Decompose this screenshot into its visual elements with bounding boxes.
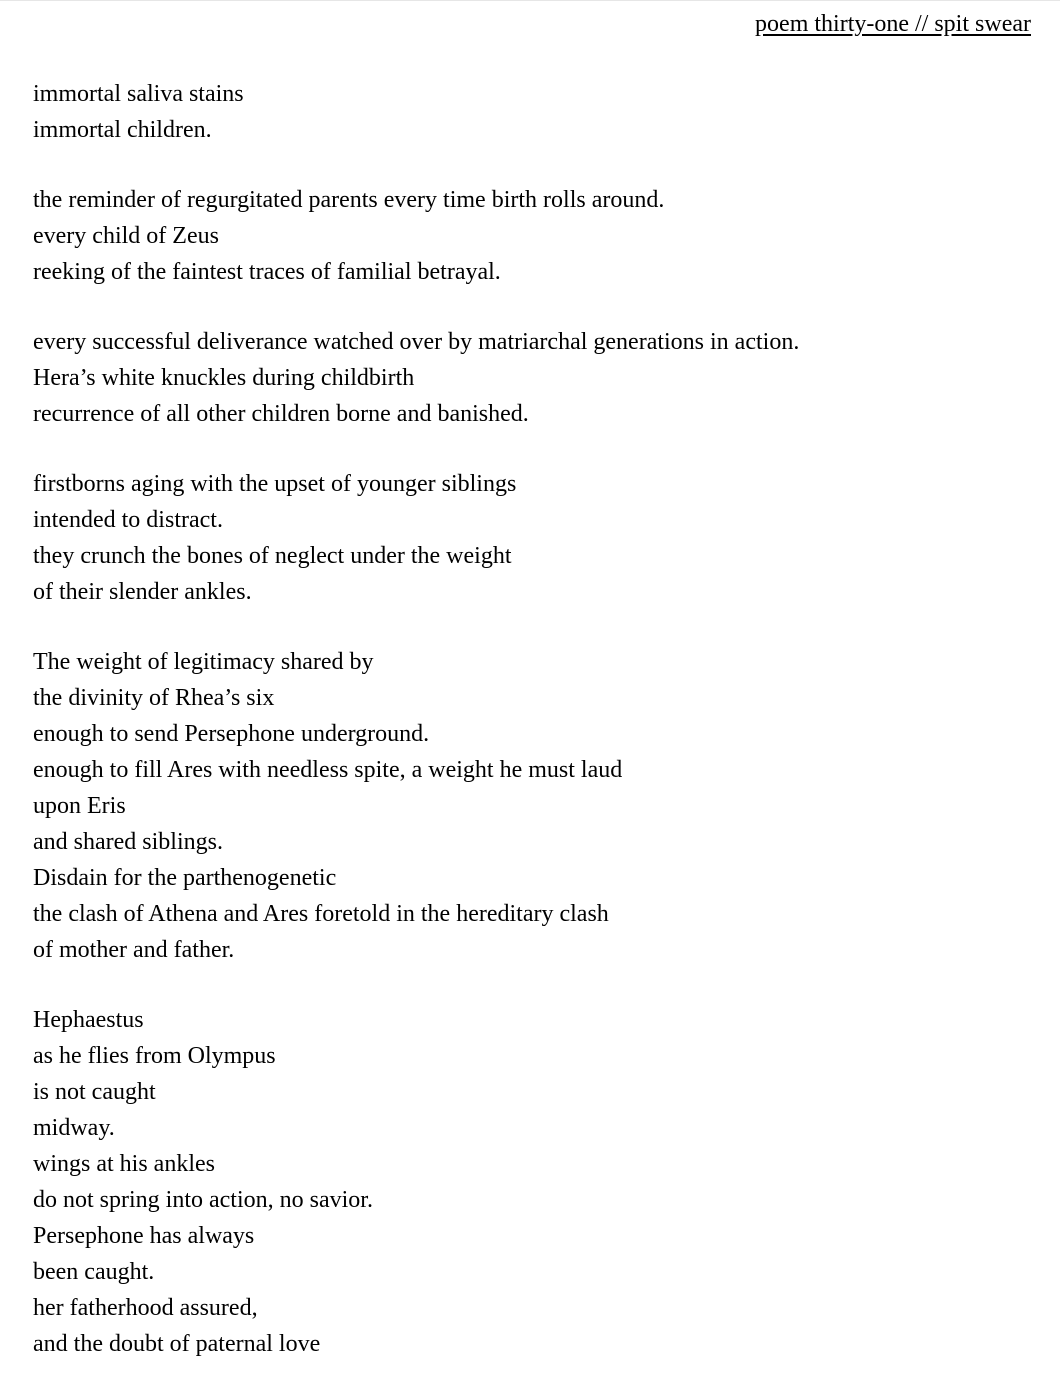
poem-line: and shared siblings. <box>33 829 223 855</box>
poem-line: as he flies from Olympus <box>33 1043 276 1069</box>
poem-line: Persephone has always <box>33 1223 255 1249</box>
poem-line: been caught. <box>33 1259 155 1285</box>
poem-line: every child of Zeus <box>33 223 219 249</box>
stanza <box>33 644 1033 968</box>
stanza <box>33 1002 1033 1362</box>
poem-line: Hephaestus <box>33 1007 144 1033</box>
poem-line: wings at his ankles <box>33 1151 215 1177</box>
poem-line: the reminder of regurgitated parents every time birth rolls around. <box>33 187 665 213</box>
poem-line: every successful deliverance watched over by matriarchal generations in action. <box>33 329 800 355</box>
poem-line: The weight of legitimacy shared by <box>33 649 374 675</box>
poem-line: the clash of Athena and Ares foretold in the hereditary clash <box>33 901 609 927</box>
top-divider <box>0 0 1060 1</box>
poem-line: the divinity of Rhea’s six <box>33 685 275 711</box>
poem-line: enough to fill Ares with needless spite, a weight he must laud <box>33 757 623 783</box>
poem-line: is not caught <box>33 1079 156 1105</box>
poem-title: poem thirty-one // spit swear <box>755 11 1031 37</box>
poem-line: upon Eris <box>33 793 126 819</box>
stanza <box>33 182 1033 290</box>
poem-line: recurrence of all other children borne and banished. <box>33 401 529 427</box>
poem-line: reeking of the faintest traces of familial betrayal. <box>33 259 501 285</box>
poem-line: immortal saliva stains <box>33 81 244 107</box>
stanza <box>33 324 1033 432</box>
poem-line: of mother and father. <box>33 937 235 963</box>
poem-line: her fatherhood assured, <box>33 1295 258 1321</box>
stanza <box>33 466 1033 610</box>
poem-line: Hera’s white knuckles during childbirth <box>33 365 415 391</box>
poem-line: intended to distract. <box>33 507 223 533</box>
poem-line: Disdain for the parthenogenetic <box>33 865 337 891</box>
poem-line: and the doubt of paternal love <box>33 1331 321 1357</box>
poem-line: midway. <box>33 1115 115 1141</box>
poem-line: of their slender ankles. <box>33 579 252 605</box>
stanza <box>33 76 1033 148</box>
poem-line: they crunch the bones of neglect under the weight <box>33 543 512 569</box>
poem-line: do not spring into action, no savior. <box>33 1187 373 1213</box>
poem-line: immortal children. <box>33 117 212 143</box>
poem-body <box>33 76 1033 1396</box>
poem-line: firstborns aging with the upset of younger siblings <box>33 471 517 497</box>
poem-line: enough to send Persephone underground. <box>33 721 430 747</box>
